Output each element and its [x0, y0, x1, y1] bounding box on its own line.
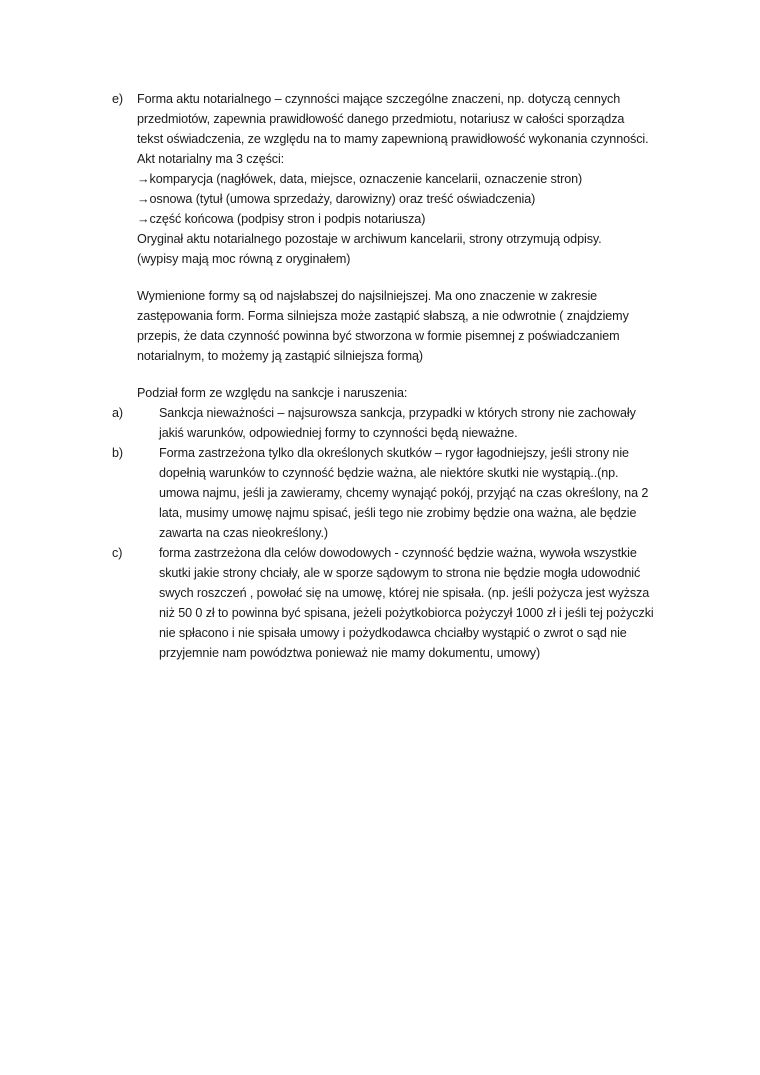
- text-line: Sankcja nieważności – najsurowsza sankcja, przypadki w których strony nie zachowały: [159, 406, 636, 420]
- list-item-c: [112, 543, 692, 663]
- list-marker-e: e): [112, 92, 123, 106]
- text-line: Oryginał aktu notarialnego pozostaje w archiwum kancelarii, strony otrzymują odpisy.: [137, 232, 602, 246]
- text-line: zastępowania form. Forma silniejsza może zastąpić słabszą, a nie odwrotnie ( znajdziemy: [137, 309, 629, 323]
- arrow-line: →komparycja (nagłówek, data, miejsce, oznaczenie kancelarii, oznaczenie stron): [137, 172, 583, 186]
- text-line: lata, musimy umowę najmu spisać, jeśli tego nie zrobimy będzie ona ważna, ale będzie: [159, 506, 637, 520]
- text-line: zawarta na czas nieokreślony.): [159, 526, 328, 540]
- arrow-line: →osnowa (tytuł (umowa sprzedaży, darowizny) oraz treść oświadczenia): [137, 192, 536, 206]
- text-line: skutki jakie strony chciały, ale w sporze sądowym to strona nie będzie mogła udowodnić: [159, 566, 641, 580]
- document-body: [112, 89, 692, 663]
- division-section: [112, 383, 692, 663]
- text-line: niż 50 0 zł to powinna być spisana, jeżeli pożytkobiorca pożyczył 1000 zł i jeśli tej pożyczki: [159, 606, 654, 620]
- arrow-line: →część końcowa (podpisy stron i podpis notariusza): [137, 212, 426, 226]
- paragraph-forms: [112, 286, 692, 366]
- text-line: jakiś warunków, odpowiedniej formy to czynności będą nieważne.: [159, 426, 518, 440]
- text-line: przedmiotów, zapewnia prawidłowość danego przedmiotu, notariusz w całości sporządza: [137, 112, 625, 126]
- list-item-a: [112, 403, 692, 443]
- text-line: Akt notarialny ma 3 części:: [137, 152, 285, 166]
- list-item-b: [112, 443, 692, 543]
- text-line: nie spłacono i nie spisała umowy i pożydkodawca chciałby wystąpić o zwrot o sąd nie: [159, 626, 627, 640]
- text-line: przyjemnie nam powództwa ponieważ nie mamy dokumentu, umowy): [159, 646, 541, 660]
- list-item-e: [112, 89, 692, 269]
- text-line: tekst oświadczenia, ze względu na to mamy zapewnioną prawidłowość wykonania czynności.: [137, 132, 649, 146]
- list-marker-b: b): [112, 446, 123, 460]
- text-line: przepis, że data czynność powinna być stworzona w formie pisemnej z poświadczaniem: [137, 329, 620, 343]
- list-marker-c: c): [112, 546, 123, 560]
- text-line: Forma aktu notarialnego – czynności mające szczególne znaczeni, np. dotyczą cennych: [137, 92, 621, 106]
- text-line: Forma zastrzeżona tylko dla określonych skutków – rygor łagodniejszy, jeśli strony nie: [159, 446, 629, 460]
- text-line: Wymienione formy są od najsłabszej do najsilniejszej. Ma ono znaczenie w zakresie: [137, 289, 598, 303]
- section-heading: Podział form ze względu na sankcje i naruszenia:: [137, 386, 408, 400]
- text-line: (wypisy mają moc równą z oryginałem): [137, 252, 351, 266]
- text-line: umowa najmu, jeśli ja zawieramy, chcemy wynająć pokój, przyjąć na czas określony, na 2: [159, 486, 649, 500]
- list-marker-a: a): [112, 406, 123, 420]
- text-line: notarialnym, to możemy ją zastąpić silniejsza formą): [137, 349, 423, 363]
- text-line: dopełnią warunków to czynność będzie ważna, ale niektóre skutki nie wystąpią..(np.: [159, 466, 619, 480]
- text-line: swych roszczeń , powołać się na umowę, której nie spisała. (np. jeśli pożycza jest wyższa: [159, 586, 650, 600]
- text-line: forma zastrzeżona dla celów dowodowych - czynność będzie ważna, wywoła wszystkie: [159, 546, 637, 560]
